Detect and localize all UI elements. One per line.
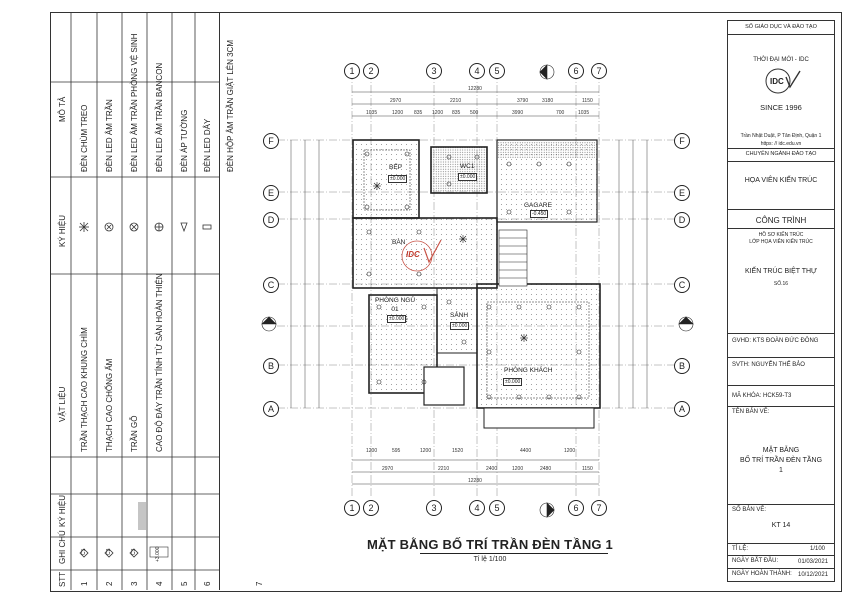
dim-bottom: 595 — [392, 448, 401, 454]
tb-project-sub2: LỚP HỌA VIÊN KIẾN TRÚC — [749, 239, 813, 245]
legend-code: C1 — [81, 548, 87, 555]
light-mota: ĐÈN LED ÂM TRẦN BANCON — [155, 62, 164, 172]
axis-E-right: E — [674, 185, 690, 201]
tb-drawing-name1: MẶT BẰNG — [762, 447, 800, 454]
dim-bottom-main: 2400 — [486, 466, 498, 472]
legend-vatlieu: TRẦN THẠCH CAO KHUNG CHÌM — [80, 327, 89, 452]
room-garage: GAGARE — [524, 202, 552, 209]
tb-end: 10/12/2021 — [798, 572, 829, 578]
dim-subtop: 700 — [556, 110, 565, 116]
legend-header-kyhieu: KÝ HIỆU — [58, 494, 67, 527]
axis-C-left: C — [263, 277, 279, 293]
lights-header-mota: MÔ TẢ — [58, 96, 67, 122]
light-mota: ĐÈN CHÙM TREO — [80, 104, 89, 172]
room-ban: BÀN — [392, 239, 406, 246]
tb-ministry: SỐ GIÁO DỤC VÀ ĐÀO TẠO — [745, 24, 817, 30]
axis-6-bottom: 6 — [568, 500, 584, 516]
elevation-tag: -0.450 — [532, 211, 547, 217]
tb-makhoa: MÃ KHÓA: HCK59-T3 — [732, 393, 792, 399]
axis-4-top: 4 — [469, 63, 485, 79]
tb-start-label: NGÀY BẮT ĐẦU: — [732, 558, 779, 564]
tb-project-name: KIẾN TRÚC BIỆT THỰ — [744, 268, 818, 275]
room-phong-khach: PHÒNG KHÁCH — [504, 367, 553, 374]
dim-subtop: 500 — [470, 110, 479, 116]
axis-B-right: B — [674, 358, 690, 374]
dim-top: 2970 — [390, 98, 402, 104]
idc-logo-text: IDC — [770, 77, 784, 86]
tb-scale-label: TỈ LỆ: — [732, 546, 749, 552]
dim-top: 2210 — [450, 98, 462, 104]
dim-bottom: 1200 — [564, 448, 576, 454]
legend-stt: 3 — [130, 581, 139, 586]
dim-subtop: 3990 — [512, 110, 524, 116]
axis-D-left: D — [263, 212, 279, 228]
legend-code: +3.000 — [155, 546, 161, 562]
legend-header-vatlieu: VẬT LIỆU — [58, 386, 67, 422]
axis-1-top: 1 — [344, 63, 360, 79]
axis-3-bottom: 3 — [426, 500, 442, 516]
axis-A-right: A — [674, 401, 690, 417]
room-phong-ngu: PHÒNG NGỦ 01 — [374, 297, 416, 313]
tb-drawing-name3: 1 — [779, 467, 783, 474]
legend-stt: 2 — [105, 581, 114, 586]
axis-A-left: A — [263, 401, 279, 417]
dim-bottom: 1520 — [452, 448, 464, 454]
legend-vatlieu: THẠCH CAO CHỐNG ẨM — [105, 358, 114, 452]
plan-title-underline — [420, 553, 608, 554]
tb-svth: SVTH: NGUYỄN THẾ BẢO — [732, 362, 805, 368]
title-block — [727, 20, 835, 582]
light-mota: ĐÈN LED ÂM TRẦN PHÒNG VỆ SINH — [130, 33, 139, 172]
dim-top: 3790 — [517, 98, 529, 104]
overall-dim-bottom: 12280 — [468, 478, 482, 484]
elevation-tag: ±0.000 — [389, 316, 405, 322]
tb-gvhd: GVHD: KTS ĐOÀN ĐỨC ĐÔNG — [732, 338, 819, 344]
dim-bottom: 1200 — [420, 448, 432, 454]
legend-header-ghichu: GHI CHÚ — [58, 530, 67, 564]
tb-project-label: CÔNG TRÌNH — [755, 216, 807, 225]
plan-scale: Tỉ lệ 1/100 — [473, 556, 507, 563]
dim-subtop: 835 — [452, 110, 461, 116]
dim-bottom-main: 2970 — [382, 466, 394, 472]
axis-5-top: 5 — [489, 63, 505, 79]
axis-2-top: 2 — [363, 63, 379, 79]
hatch-sample-go — [138, 502, 146, 530]
elevation-tag: ±0.000 — [460, 174, 476, 180]
axis-F-left: F — [263, 133, 279, 149]
light-mota: ĐÈN LED DÂY — [203, 118, 212, 172]
bath-light-icon — [130, 223, 138, 231]
elevation-tag: ±0.000 — [390, 176, 406, 182]
legend-code: C2 — [106, 548, 112, 555]
legend-stt: 6 — [203, 581, 212, 586]
strip-light-icon — [203, 225, 211, 229]
dim-top: 1150 — [582, 98, 593, 104]
tb-project-no: SỐ.16 — [773, 281, 789, 287]
axis-E-left: E — [263, 185, 279, 201]
legend-code: C3 — [131, 548, 137, 555]
light-mota: ĐÈN HỘP ÂM TRẦN GIẬT LÊN 3CM — [226, 39, 235, 172]
tb-start: 01/03/2021 — [798, 559, 829, 565]
balcony-light-icon — [155, 223, 163, 231]
tb-drawing-no: KT 14 — [771, 522, 791, 529]
legend-stt: 7 — [255, 581, 264, 586]
lights-header-kyhieu: KÝ HIỆU — [58, 214, 67, 247]
legend-stt: 1 — [80, 581, 89, 586]
legend-stt: 4 — [155, 581, 164, 586]
dim-bottom-main: 1200 — [512, 466, 524, 472]
tb-since: SINCE 1996 — [760, 103, 802, 112]
ceiling-areas — [353, 140, 600, 428]
dim-bottom: 4400 — [520, 448, 532, 454]
axis-4-bottom: 4 — [469, 500, 485, 516]
dim-subtop: 1200 — [432, 110, 444, 116]
axis-7-top: 7 — [591, 63, 607, 79]
tb-drawing-name2: BỐ TRÍ TRẦN ĐÈN TẦNG — [739, 457, 823, 464]
room-wc1: WC1 — [460, 163, 475, 170]
axis-B-left: B — [263, 358, 279, 374]
dim-subtop: 1035 — [366, 110, 378, 116]
elevation-tag: ±0.000 — [452, 323, 468, 329]
downlight-icon — [105, 223, 113, 231]
room-bep: BẾP — [389, 164, 403, 171]
wall-light-icon — [181, 223, 187, 231]
legend-panel — [50, 12, 264, 590]
axis-6-top: 6 — [568, 63, 584, 79]
overall-dim-top: 12280 — [468, 86, 482, 92]
tb-dept: HỌA VIÊN KIẾN TRÚC — [744, 177, 818, 184]
light-mota: ĐÈN LED ÂM TRẦN — [105, 99, 114, 172]
tb-scale: 1/100 — [810, 546, 826, 552]
legend-stt: 5 — [180, 581, 189, 586]
elevation-tag: ±0.000 — [505, 379, 521, 385]
axis-3-top: 3 — [426, 63, 442, 79]
dim-subtop: 835 — [414, 110, 423, 116]
legend-vatlieu: TRẦN GỖ — [130, 415, 139, 452]
tb-dept-label: CHUYÊN NGÀNH ĐÀO TẠO — [745, 151, 817, 157]
tb-project-sub1: HỒ SƠ KIẾN TRÚC — [758, 232, 804, 238]
dim-bottom-main: 1150 — [582, 466, 593, 472]
room-sanh: SẢNH — [450, 312, 469, 319]
axis-F-right: F — [674, 133, 690, 149]
axis-7-bottom: 7 — [591, 500, 607, 516]
dim-bottom: 1200 — [366, 448, 378, 454]
dim-top: 3180 — [542, 98, 554, 104]
dim-bottom-main: 2480 — [540, 466, 552, 472]
tb-end-label: NGÀY HOÀN THÀNH: — [732, 571, 792, 577]
tb-website: https: // idc.edu.vn — [760, 141, 802, 147]
idc-logo-icon — [764, 67, 804, 95]
idc-watermark-text: IDC — [406, 250, 420, 259]
idc-logo — [764, 67, 804, 95]
legend-vatlieu: CAO ĐỘ ĐÁY TRẦN TÍNH TỪ SÀN HOÀN THIỆN — [155, 273, 164, 452]
light-mota: ĐÈN ÁP TƯỜNG — [180, 109, 189, 172]
tb-address: Trần Nhật Duật, P Tân Định, Quận 1 — [740, 133, 822, 139]
axis-5-bottom: 5 — [489, 500, 505, 516]
plan-title: MẶT BẰNG BỐ TRÍ TRẦN ĐÈN TẦNG 1 — [367, 537, 613, 552]
tb-drawing-name-label: TÊN BẢN VẼ: — [732, 409, 770, 415]
legend-header-stt: STT — [58, 571, 67, 587]
axis-1-bottom: 1 — [344, 500, 360, 516]
dim-subtop: 1200 — [392, 110, 404, 116]
axis-2-bottom: 2 — [363, 500, 379, 516]
dim-subtop: 1035 — [578, 110, 590, 116]
tb-drawing-no-label: SỐ BẢN VẼ: — [732, 507, 767, 513]
chandelier-icon — [79, 222, 89, 232]
dim-bottom-main: 2210 — [438, 466, 450, 472]
tb-school: THỜI ĐẠI MỚI - IDC — [753, 57, 809, 63]
axis-C-right: C — [674, 277, 690, 293]
axis-D-right: D — [674, 212, 690, 228]
